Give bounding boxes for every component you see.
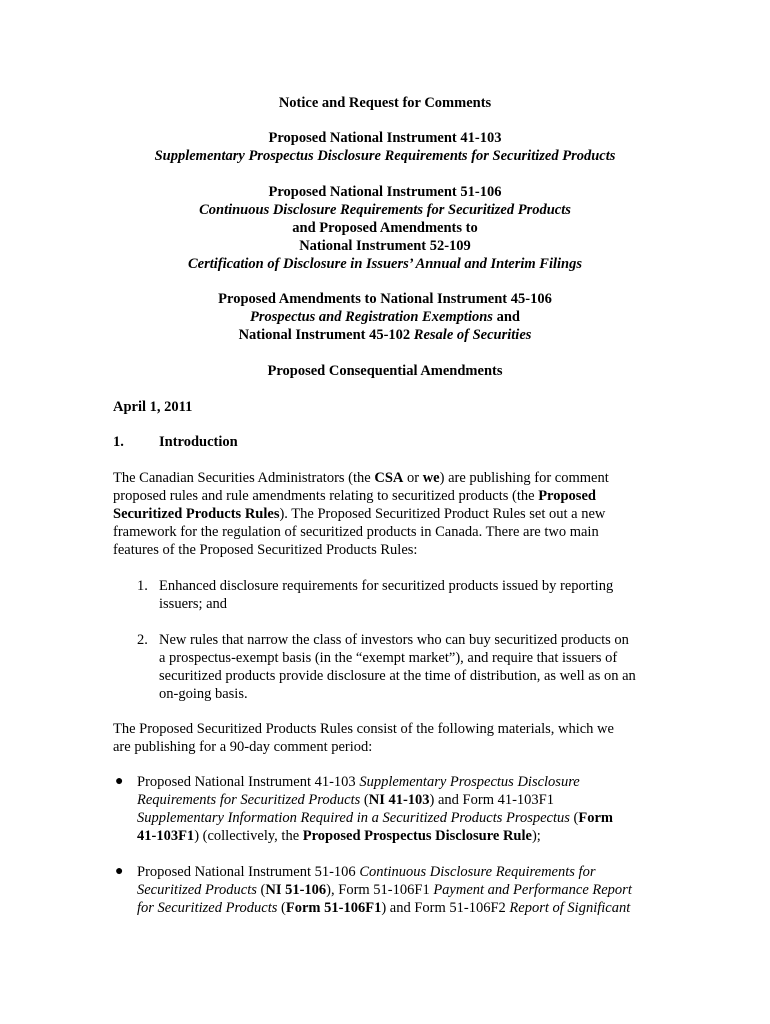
intro-text: proposed rules and rule amendments relating to securitized products (the	[113, 488, 539, 504]
intro-defined-term: CSA	[374, 470, 404, 486]
bullet-bold-text: NI 51-106	[265, 882, 327, 898]
bullet-2-line-2	[137, 881, 632, 899]
ni-41-103-subtitle: Supplementary Prospectus Disclosure Requirements for Securitized Products	[154, 148, 616, 164]
consequential-heading: Proposed Consequential Amendments	[267, 363, 503, 379]
bullet-italic-text: Report of Significant	[509, 900, 631, 916]
bullet-italic-text: Supplementary Information Required in a Securitized Products Prospectus	[137, 810, 570, 826]
bullet-1-line-4	[137, 827, 541, 845]
feature-number: 1.	[137, 578, 148, 594]
bullet-dot-icon: ●	[115, 864, 124, 879]
bullet-text: (	[360, 792, 369, 808]
intro-line-2	[113, 487, 596, 505]
bullet-bold-text: NI 41-103	[368, 792, 430, 808]
bullet-italic-text: Supplementary Prospectus Disclosure	[359, 774, 580, 790]
bullet-1-line-3	[137, 809, 613, 827]
section-number: 1.	[113, 434, 124, 450]
ni-52-109-amend-line: and Proposed Amendments to	[292, 220, 478, 236]
intro-text: or	[403, 470, 423, 486]
intro-text: ). The Proposed Securitized Product Rules set out a new	[279, 506, 606, 522]
bullet-text: ) and Form 41-103F1	[429, 792, 555, 808]
bullet-2-line-3	[137, 899, 630, 917]
bullet-text: (	[256, 882, 266, 898]
feature-line: on-going basis.	[159, 686, 248, 702]
ni-45-102-italic: Resale of Securities	[413, 327, 532, 343]
ni-45-106-subtitle-and: and	[492, 309, 520, 325]
bullet-text: Proposed National Instrument 41-103	[137, 774, 360, 790]
bullet-text: (	[277, 900, 286, 916]
bullet-italic-text: Securitized Products	[137, 882, 257, 898]
intro-line-4: framework for the regulation of securitized products in Canada. There are two main	[113, 524, 599, 540]
materials-line-1: The Proposed Securitized Products Rules consist of the following materials, which we	[113, 721, 614, 737]
intro-line-3	[113, 505, 605, 523]
bullet-italic-text: Payment and Performance Report	[433, 882, 632, 898]
bullet-text: (	[569, 810, 579, 826]
bullet-text: ), Form 51-106F1	[326, 882, 434, 898]
feature-line: New rules that narrow the class of investors who can buy securitized products on	[159, 632, 629, 648]
feature-line: issuers; and	[159, 596, 228, 612]
ni-45-102-bold: National Instrument 45-102	[238, 327, 414, 343]
ni-51-106-title: Proposed National Instrument 51-106	[268, 184, 502, 200]
feature-line: securitized products provide disclosure at the time of distribution, as well as on an	[159, 668, 636, 684]
ni-52-109-title: National Instrument 52-109	[299, 238, 471, 254]
document-date: April 1, 2011	[113, 399, 193, 415]
bullet-bold-text: Proposed Prospectus Disclosure Rule	[302, 828, 532, 844]
bullet-text: );	[531, 828, 541, 844]
intro-line-5: features of the Proposed Securitized Products Rules:	[113, 542, 418, 558]
intro-defined-term: Securitized Products Rules	[113, 506, 280, 522]
bullet-text: ) and Form 51-106F2	[381, 900, 510, 916]
bullet-1-line-2	[137, 791, 554, 809]
ni-45-106-title: Proposed Amendments to National Instrument 45-106	[218, 291, 552, 307]
bullet-italic-text: Continuous Disclosure Requirements for	[359, 864, 596, 880]
bullet-text: Proposed National Instrument 51-106	[137, 864, 360, 880]
intro-defined-term: we	[422, 470, 440, 486]
intro-defined-term: Proposed	[538, 488, 596, 504]
bullet-italic-text: Requirements for Securitized Products	[137, 792, 361, 808]
bullet-dot-icon: ●	[115, 774, 124, 789]
ni-45-106-subtitle-italic: Prospectus and Registration Exemptions	[250, 309, 493, 325]
notice-heading: Notice and Request for Comments	[278, 95, 492, 111]
intro-text: ) are publishing for comment	[439, 470, 609, 486]
bullet-bold-text: Form	[578, 810, 614, 826]
bullet-bold-text: 41-103F1	[137, 828, 195, 844]
intro-text: The Canadian Securities Administrators (the	[113, 470, 375, 486]
section-title: Introduction	[159, 434, 238, 450]
ni-45-106-subtitle	[0, 308, 770, 326]
feature-line: Enhanced disclosure requirements for securitized products issued by reporting	[159, 578, 614, 594]
ni-41-103-title: Proposed National Instrument 41-103	[268, 130, 502, 146]
bullet-1-line-1	[137, 773, 580, 791]
ni-45-102-line	[0, 326, 770, 344]
bullet-italic-text: for Securitized Products	[137, 900, 278, 916]
feature-number: 2.	[137, 632, 148, 648]
feature-line: a prospectus-exempt basis (in the “exempt market”), and require that issuers of	[159, 650, 618, 666]
bullet-2-line-1	[137, 863, 595, 881]
bullet-bold-text: Form 51-106F1	[285, 900, 382, 916]
bullet-text: ) (collectively, the	[194, 828, 303, 844]
ni-52-109-subtitle: Certification of Disclosure in Issuers’ Annual and Interim Filings	[187, 256, 582, 272]
ni-51-106-subtitle: Continuous Disclosure Requirements for Securitized Products	[199, 202, 571, 218]
materials-line-2: are publishing for a 90-day comment period:	[113, 739, 373, 755]
intro-line-1	[113, 469, 609, 487]
